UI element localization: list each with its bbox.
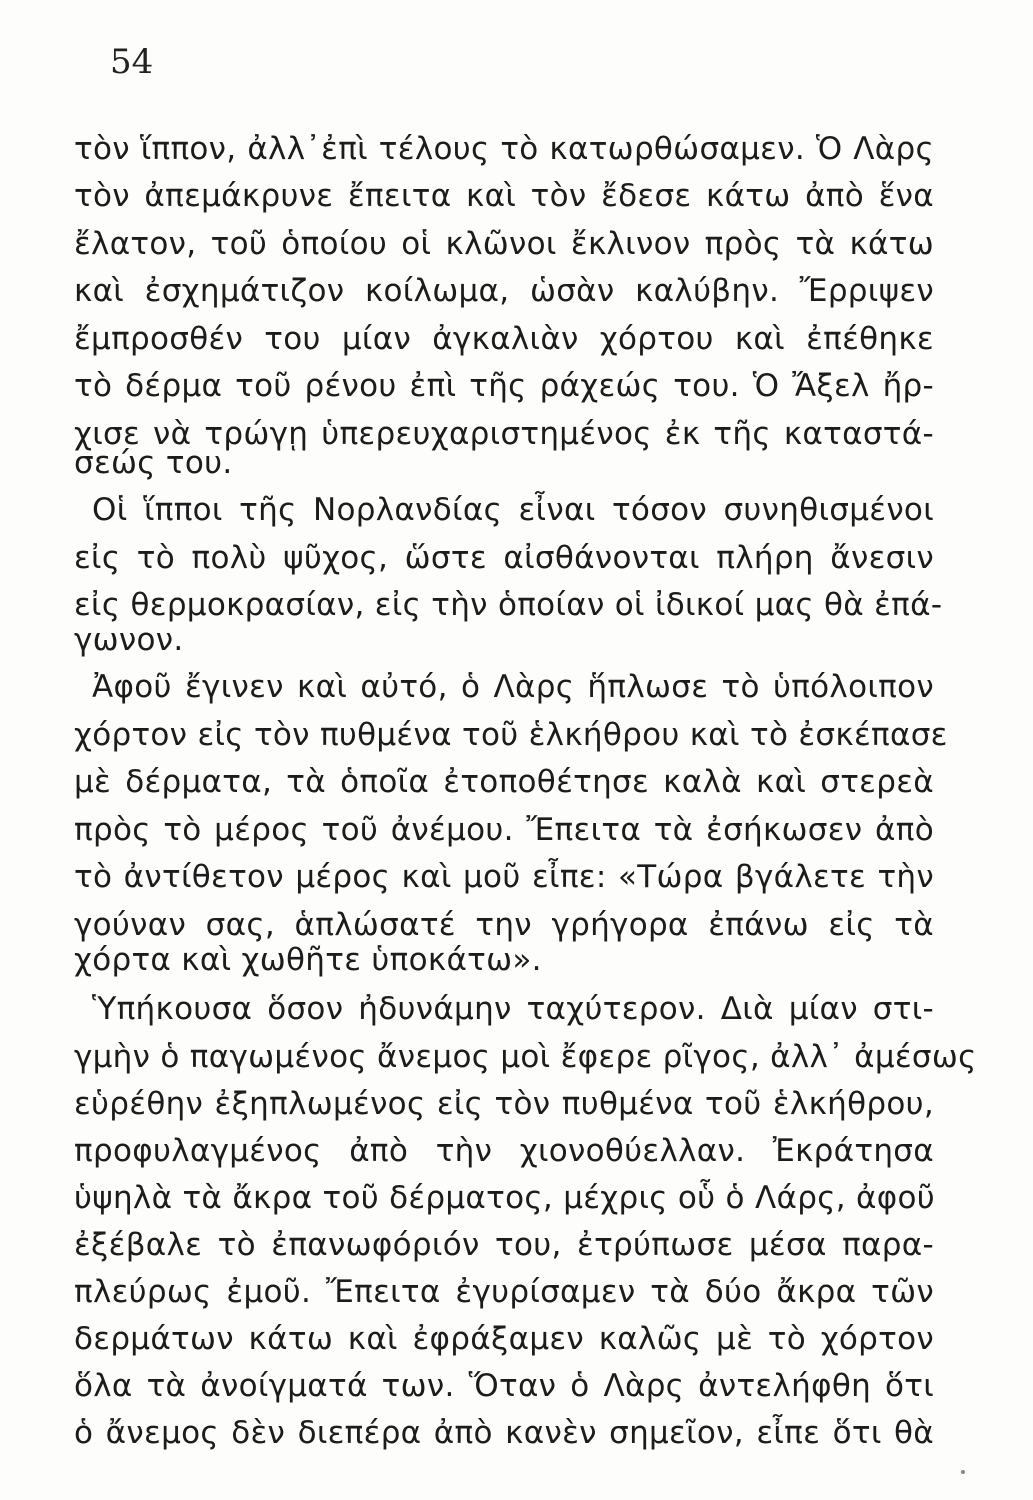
text-line: Ὑπήκουσα ὅσον ἠδυνάμην ταχύτερον. Διὰ μίαν στι- [92,991,934,1027]
text-line: ἐξέβαλε τὸ ἐπανωφόριόν του, ἐτρύπωσε μέσα παρα- [74,1227,934,1263]
text-line: καὶ ἐσχημάτιζον κοίλωμα, ὡσὰν καλύβην. Ἔρριψεν [74,273,934,309]
text-line: γμὴν ὁ παγωμένος ἄνεμος μοὶ ἔφερε ρῖγος, ἀλλ᾽ ἀμέσως [74,1039,977,1075]
text-line: δερμάτων κάτω καὶ ἐφράξαμεν καλῶς μὲ τὸ χόρτον [74,1321,934,1357]
text-line: πλεύρως ἐμοῦ. Ἔπειτα ἐγυρίσαμεν τὰ δύο ἄκρα τῶν [74,1274,934,1310]
text-line: ὑψηλὰ τὰ ἄκρα τοῦ δέρματος, μέχρις οὗ ὁ Λάρς, ἀφοῦ [74,1180,935,1216]
text-line: ἔμπροσθέν του μίαν ἀγκαλιὰν χόρτου καὶ ἐπέθηκε [74,321,934,357]
text-line: μὲ δέρματα, τὰ ὁποῖα ἐτοποθέτησε καλὰ καὶ στερεὰ [74,764,934,800]
text-line: Οἱ ἵπποι τῆς Νορλανδίας εἶναι τόσον συνηθισμένοι [92,492,934,528]
text-line: προφυλαγμένος ἀπὸ τὴν χιονοθύελλαν. Ἐκράτησα [74,1133,934,1169]
text-line: γούναν σας, ἁπλώσατέ την γρήγορα ἐπάνω εἰς τὰ [74,907,934,943]
text-line: τὸν ἀπεμάκρυνε ἔπειτα καὶ τὸν ἔδεσε κάτω ἀπὸ ἕνα [74,178,934,214]
text-line: ὁ ἄνεμος δὲν διεπέρα ἀπὸ κανὲν σημεῖον, εἶπε ὅτι θὰ [74,1415,934,1451]
text-line: εἰς τὸ πολὺ ψῦχος, ὥστε αἰσθάνονται πλήρη ἄνεσιν [74,540,934,576]
text-line: εἰς θερμοκρασίαν, εἰς τὴν ὁποίαν οἱ ἰδικοί μας θὰ ἐπά- [74,587,943,623]
text-line: χόρτα καὶ χωθῆτε ὑποκάτω». [74,942,542,978]
text-line: χισε νὰ τρώγῃ ὑπερευχαριστημένος ἐκ τῆς καταστά- [74,416,934,452]
text-line: τὸν ἵππον, ἀλλ᾽ἐπὶ τέλους τὸ κατωρθώσαμεν. Ὁ Λὰρς [74,131,934,167]
text-line: Ἀφοῦ ἔγινεν καὶ αὐτό, ὁ Λὰρς ἥπλωσε τὸ ὑπόλοιπον [92,669,934,705]
text-line: χόρτον εἰς τὸν πυθμένα τοῦ ἑλκήθρου καὶ τὸ ἐσκέπασε [74,717,948,753]
text-line: τὸ δέρμα τοῦ ρένου ἐπὶ τῆς ράχεώς του. Ὁ Ἄξελ ἤρ- [74,368,934,404]
text-line: ὅλα τὰ ἀνοίγματά των. Ὅταν ὁ Λὰρς ἀντελήφθη ὅτι [74,1368,934,1404]
text-line: πρὸς τὸ μέρος τοῦ ἀνέμου. Ἔπειτα τὰ ἐσήκωσεν ἀπὸ [74,812,934,848]
text-line: εὑρέθην ἐξηπλωμένος εἰς τὸν πυθμένα τοῦ ἑλκήθρου, [74,1086,934,1122]
page-number: 54 [110,42,154,82]
text-line: σεώς του. [74,445,233,481]
text-line: γωνον. [74,622,184,658]
text-line: ἔλατον, τοῦ ὁποίου οἱ κλῶνοι ἔκλινον πρὸς τὰ κάτω [74,226,934,262]
text-line: τὸ ἀντίθετον μέρος καὶ μοῦ εἶπε: «Τώρα βγάλετε τὴν [74,859,934,895]
margin-speck [961,1470,965,1474]
